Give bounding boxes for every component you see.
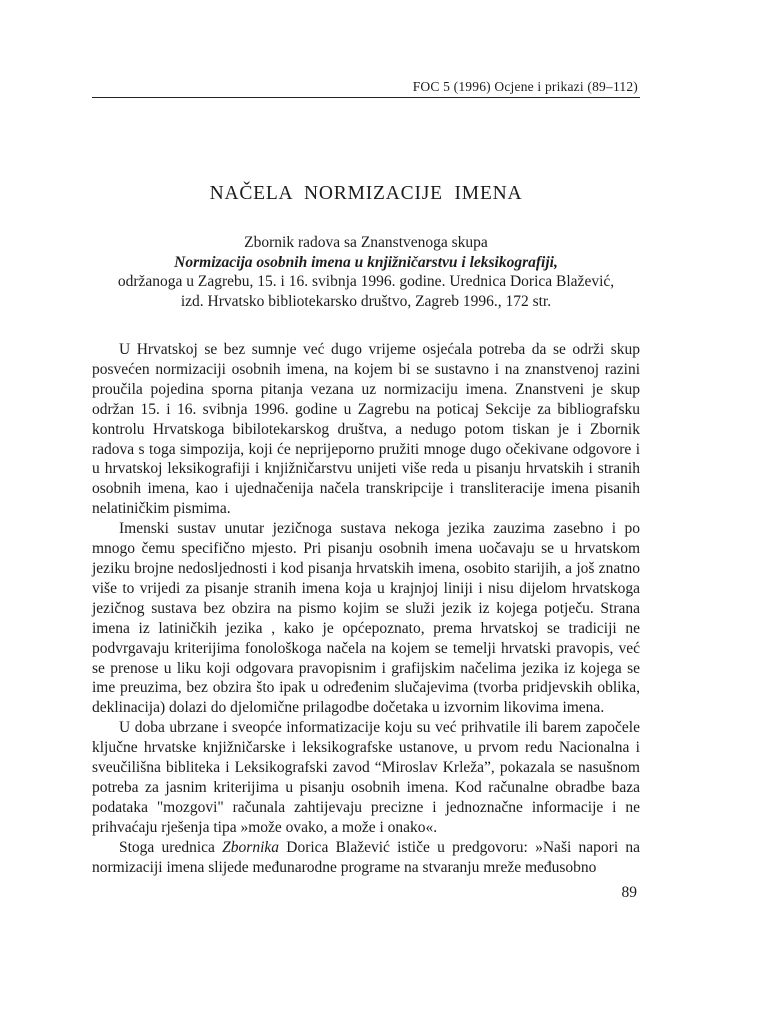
header-rule bbox=[92, 97, 640, 98]
citation-book-title: Normizacija osobnih imena u knjižničarstvu i leksikografiji, bbox=[174, 253, 558, 271]
citation-line-3: održanoga u Zagrebu, 15. i 16. svibnja 1996. godine. Urednica Dorica Blažević, bbox=[117, 273, 615, 290]
citation-line-4: izd. Hrvatsko bibliotekarsko društvo, Zagreb 1996., 172 str. bbox=[180, 292, 552, 310]
article-body bbox=[92, 340, 640, 877]
body-paragraph-3: U doba ubrzane i sveopće informatizacije koju su već prihvatile ili barem započele ključne hrvatske knjižničarske i leksikografske ustanove, u prvom redu Nacionalna i sveučilišna bibliteka i Leksikografski zavod “Miroslav Krleža”, pokazala se nasušnom potreba za jasnim kriterijima u pisanju osobnih imena. Kod računalne obradbe baza podataka "mozgovi" računala zahtijevaju precizne i jednoznačne informacije i ne prihvaćaju rješenja tipa »može ovako, a može i onako«. bbox=[92, 719, 640, 836]
body-paragraph-4-start: Stoga urednica bbox=[119, 838, 223, 856]
citation-line-1: Zbornik radova sa Znanstvenoga skupa bbox=[244, 234, 488, 251]
body-paragraph-4 bbox=[92, 838, 640, 878]
running-header: FOC 5 (1996) Ocjene i prikazi (89–112) bbox=[412, 79, 638, 94]
body-paragraph-2: Imenski sustav unutar jezičnoga sustava nekoga jezika zauzima zasebno i po mnogo čemu specifično mjesto. Pri pisanju osobnih imena uočavaju se u hrvatskom jeziku brojne nedosljednosti i kod pisanja hrvatskih imena, osobito starijih, a još znatno više to vrijedi za pisanje stranih imena koja u krajnjoj liniji i nisu dijelom hrvatskoga jezičnog sustava bez obzira na pismo kojim se služi jezik iz kojega potječu. Strana imena iz latiničkih jezika , kako je općepoznato, prema hrvatskoj se tradiciji ne podvrgavaju kriterijima fonološkoga načela na kojem se temelji hrvatski pravopis, već se prenose u liku koji odgovara pravopisnim i grafijskim načelima jezika iz kojega se ime preuzima, bez obzira što ipak u određenim slučajevima (tvorba pridjevskih oblika, deklinacija) dolazi do djelomične prilagodbe dočetaka u izvornim likovima imena. bbox=[92, 520, 640, 717]
body-paragraph-4-end: Dorica Blažević ističe u predgovoru: »Naši napori na normizaciji imena slijede međunarodne programe na stvaranju mreže međusobno bbox=[92, 838, 641, 876]
article-title: NAČELA NORMIZACIJE IMENA bbox=[209, 183, 523, 204]
book-citation bbox=[92, 233, 640, 311]
body-paragraph-1: U Hrvatskoj se bez sumnje već dugo vrijeme osjećala potreba da se održi skup posvećen normizaciji osobnih imena, na kojem bi se sustavno i na znanstvenoj razini proučila pojedina sporna pitanja vezana uz normizaciju imena. Znanstveni je skup održan 15. i 16. svibnja 1996. godine u Zagrebu na poticaj Sekcije za bibliografsku kontrolu Hrvatskoga bibilotekarskog društva, a nedugo potom tiskan je i Zbornik radova s toga simpozija, koji će neprijeporno pružiti mnoge dugo očekivane odgovore i u hrvatskoj leksikografiji i knjižničarstvu unijeti više reda u pisanju hrvatskih i stranih osobnih imena, kao i ujednačenija načela transkripcije i transliteracije imena pisanih nelatiničkim pismima. bbox=[92, 341, 640, 518]
body-paragraph-4-italic: Zbornika bbox=[222, 838, 280, 856]
page-number: 89 bbox=[621, 884, 637, 901]
